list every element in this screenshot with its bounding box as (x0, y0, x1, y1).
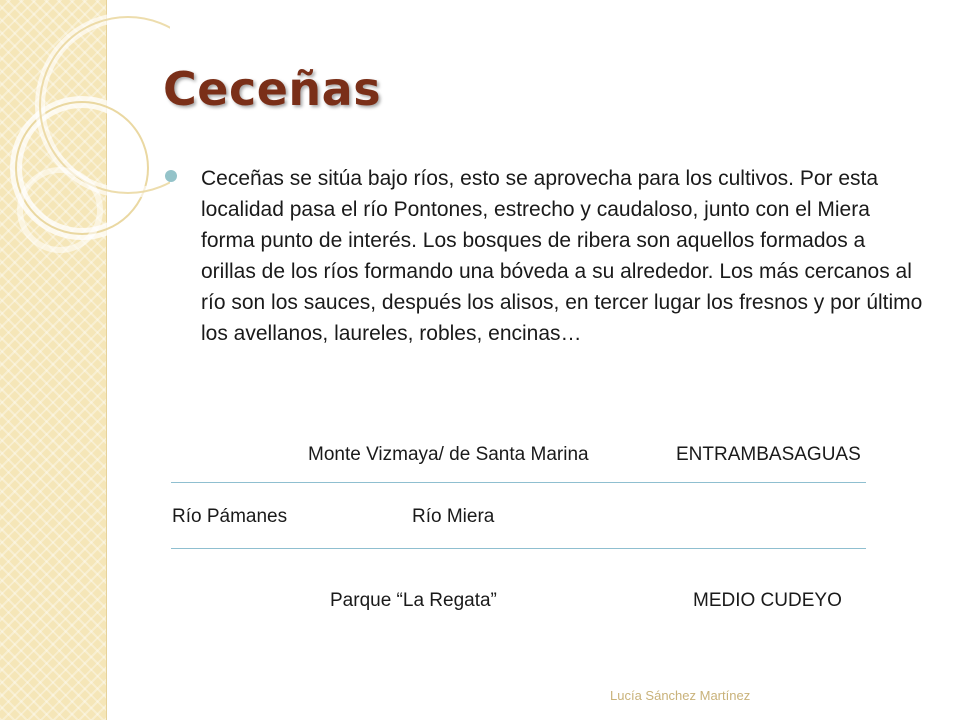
label-rio-pamanes: Río Pámanes (172, 506, 288, 527)
divider-line (171, 482, 866, 483)
bullet-text: Ceceñas se sitúa bajo ríos, esto se aprovecha para los cultivos. Por esta localidad pasa el río Pontones, estrecho y caudaloso, junto con el Miera forma punto de interés. Los bosques de ribera son aquellos formados a orillas de los ríos formando una bóveda a su alrededor. Los más cercanos al río son los sauces, después los alisos, en tercer lugar los fresnos y por último los avellanos, laureles, robles, encinas… (201, 167, 923, 345)
label-medio-cudeyo: MEDIO CUDEYO (693, 590, 842, 611)
footer-author: Lucía Sánchez Martínez (610, 688, 751, 703)
label-entrambasaguas: ENTRAMBASAGUAS (676, 444, 861, 465)
label-monte-vizmaya: Monte Vizmaya/ de Santa Marina (308, 444, 589, 465)
slide-title: Ceceñas (163, 62, 382, 116)
bullet-icon (165, 170, 177, 182)
label-rio-miera: Río Miera (412, 506, 495, 527)
bullet-item (165, 163, 925, 349)
divider-line (171, 548, 866, 549)
label-parque-la-regata: Parque “La Regata” (330, 590, 497, 611)
decorative-rings (0, 0, 170, 330)
